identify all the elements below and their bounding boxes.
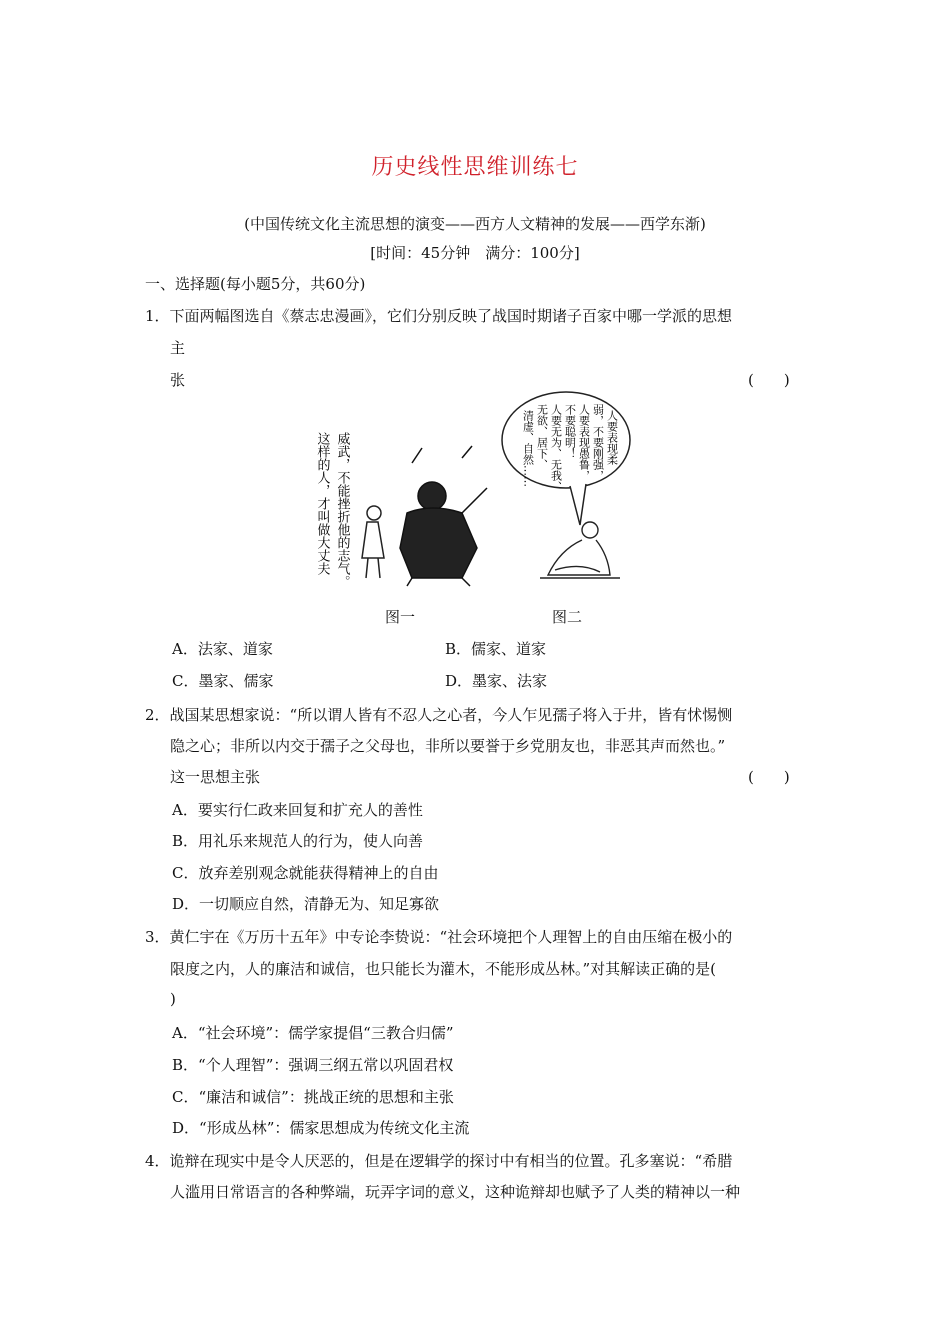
q3-line-1: 3．黄仁宇在《万历十五年》中专论李贽说：“社会环境把个人理智上的自由压缩在极小的 [145, 928, 733, 946]
subtitle: (中国传统文化主流思想的演变——西方人文精神的发展——西学东渐) [244, 215, 706, 233]
q2-option-b[interactable]: B．用礼乐来规范人的行为，使人向善 [172, 832, 424, 850]
sage-drawing [540, 522, 620, 578]
figure-2-bubble-col-2: 弱，不要刚强， [591, 404, 605, 481]
q2-line-1: 2．战国某思想家说：“所以谓人皆有不忍人之心者，今人乍见孺子将入于井，皆有怵惕恻 [145, 706, 733, 724]
q3-option-c[interactable]: C．“廉洁和诚信”：挑战正统的思想和主张 [172, 1088, 454, 1106]
figure-2-bubble-col-3: 人要表现愚鲁， [577, 404, 591, 481]
figure-1-bubble-col-1: 这样的人，才叫做大丈夫 [314, 432, 330, 575]
warrior-drawing [400, 446, 487, 586]
figure-2-bubble-col-1: 人要表现柔 [605, 410, 619, 465]
figure-1-bubble-col-2: 威武，不能挫折他的志气。 [334, 432, 350, 588]
q2-line-2: 隐之心；非所以内交于孺子之父母也，非所以要誉于乡党朋友也，非恶其声而然也。” [170, 737, 726, 755]
q2-option-c[interactable]: C．放弃差别观念就能获得精神上的自由 [172, 864, 439, 882]
q3-option-d[interactable]: D．“形成丛林”：儒家思想成为传统文化主流 [172, 1119, 470, 1137]
q3-line-2: 限度之内，人的廉洁和诚信，也只能长为灌木，不能形成丛林。”对其解读正确的是( [170, 960, 717, 978]
q1-option-c[interactable]: C．墨家、儒家 [172, 672, 274, 690]
figure-2-bubble-col-7: 清虚、自然…… [521, 410, 535, 487]
figure-2-bubble-col-5: 人要无为、无我、 [549, 404, 563, 492]
figure-2-bubble-col-6: 无欲、居下、 [535, 404, 549, 470]
q1-option-b[interactable]: B．儒家、道家 [445, 640, 547, 658]
page-title: 历史线性思维训练七 [371, 155, 579, 180]
q1-option-d[interactable]: D．墨家、法家 [445, 672, 548, 690]
q2-option-d[interactable]: D．一切顺应自然，清静无为、知足寡欲 [172, 895, 440, 913]
section-heading: 一、选择题(每小题5分，共60分) [145, 275, 366, 293]
speech-bubble-tail [570, 484, 586, 525]
figure-2-caption: 图二 [552, 608, 583, 626]
q2-answer-paren: ( ) [748, 768, 790, 786]
figure-1-caption: 图一 [385, 608, 416, 626]
q1-line-3: 张 [170, 371, 186, 389]
q1-line-2: 主 [170, 339, 186, 357]
q4-line-2: 人滥用日常语言的各种弊端，玩弄字词的意义，这种诡辩却也赋予了人类的精神以一种 [170, 1183, 741, 1201]
q3-line-3: ) [170, 990, 176, 1008]
q2-option-a[interactable]: A．要实行仁政来回复和扩充人的善性 [172, 801, 423, 819]
q1-answer-paren: ( ) [748, 371, 790, 389]
figure-2-illustration [500, 390, 640, 590]
figure-1-illustration [312, 418, 502, 588]
q3-option-b[interactable]: B．“个人理智”：强调三纲五常以巩固君权 [172, 1056, 454, 1074]
exam-info: [时间：45分钟 满分：100分] [370, 244, 580, 262]
q2-line-3: 这一思想主张 [170, 768, 261, 786]
small-figure-drawing [362, 506, 384, 578]
q3-option-a[interactable]: A．“社会环境”：儒学家提倡“三教合归儒” [172, 1024, 454, 1042]
figure-2-bubble-col-4: 不要聪明！ [563, 404, 577, 459]
q1-option-a[interactable]: A．法家、道家 [172, 640, 273, 658]
q1-line-1: 1．下面两幅图选自《蔡志忠漫画》，它们分别反映了战国时期诸子百家中哪一学派的思想 [145, 307, 733, 325]
q4-line-1: 4．诡辩在现实中是令人厌恶的，但是在逻辑学的探讨中有相当的位置。孔多塞说：“希腊 [145, 1152, 733, 1170]
